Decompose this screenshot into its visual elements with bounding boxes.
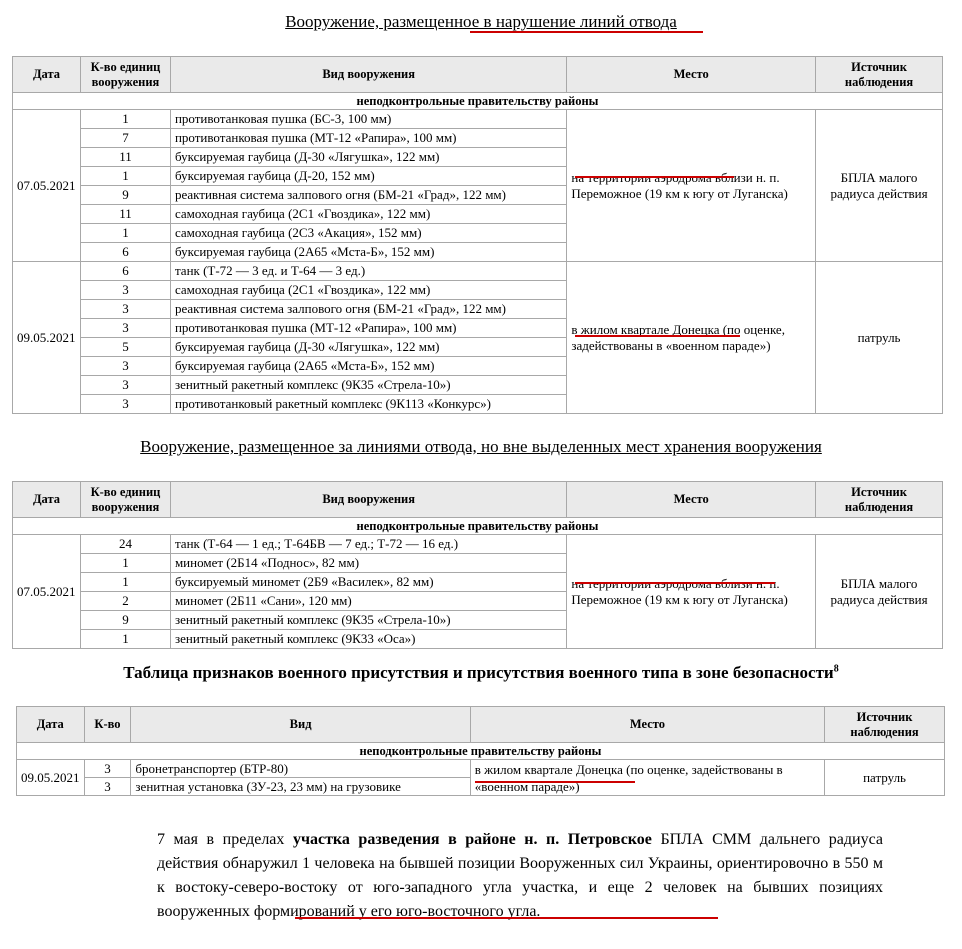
sector-name: участка разведения в районе н. п. Петровское bbox=[292, 831, 652, 848]
place-cell: в жилом квартале Донецка (по оценке, задействованы в «военном параде») bbox=[567, 262, 816, 414]
type-cell: зенитная установка (ЗУ-23, 23 мм) на грузовике bbox=[131, 778, 470, 796]
qty-cell: 6 bbox=[80, 243, 170, 262]
region-row: неподконтрольные правительству районы bbox=[13, 93, 943, 110]
date-cell: 09.05.2021 bbox=[17, 760, 85, 796]
qty-cell: 2 bbox=[80, 592, 170, 611]
source-cell: БПЛА малого радиуса действия bbox=[816, 535, 943, 649]
type-cell: бронетранспортер (БТР-80) bbox=[131, 760, 470, 778]
qty-cell: 3 bbox=[80, 281, 170, 300]
type-cell: буксируемая гаубица (Д-30 «Лягушка», 122 мм) bbox=[170, 148, 566, 167]
place-cell: на территории аэродрома вблизи н. п. Переможное (19 км к югу от Луганска) bbox=[567, 110, 816, 262]
type-cell: противотанковая пушка (МТ-12 «Рапира», 100 мм) bbox=[170, 319, 566, 338]
col-date: Дата bbox=[17, 707, 85, 743]
type-cell: противотанковая пушка (БС-3, 100 мм) bbox=[170, 110, 566, 129]
type-cell: танк (Т-72 — 3 ед. и Т-64 — 3 ед.) bbox=[170, 262, 566, 281]
col-place: Место bbox=[567, 482, 816, 518]
col-qty: К-во bbox=[84, 707, 131, 743]
qty-cell: 9 bbox=[80, 611, 170, 630]
col-type: Вид bbox=[131, 707, 470, 743]
source-cell: патруль bbox=[816, 262, 943, 414]
col-place: Место bbox=[470, 707, 824, 743]
qty-cell: 1 bbox=[80, 630, 170, 649]
type-cell: самоходная гаубица (2С1 «Гвоздика», 122 мм) bbox=[170, 281, 566, 300]
type-cell: реактивная система залпового огня (БМ-21 «Град», 122 мм) bbox=[170, 300, 566, 319]
qty-cell: 11 bbox=[80, 205, 170, 224]
qty-cell: 3 bbox=[80, 395, 170, 414]
place-cell: в жилом квартале Донецка (по оценке, задействованы в «военном параде») bbox=[470, 760, 824, 796]
qty-cell: 1 bbox=[80, 167, 170, 186]
weapons-storage-table bbox=[12, 481, 943, 649]
col-source: Источник наблюдения bbox=[825, 707, 945, 743]
date-cell: 07.05.2021 bbox=[13, 535, 81, 649]
col-date: Дата bbox=[13, 482, 81, 518]
type-cell: зенитный ракетный комплекс (9К35 «Стрела-10») bbox=[170, 376, 566, 395]
qty-cell: 3 bbox=[84, 778, 131, 796]
section-2-title: Вооружение, размещенное за линиями отвода, но вне выделенных мест хранения вооружения bbox=[140, 437, 822, 456]
red-underline bbox=[475, 781, 635, 783]
qty-cell: 3 bbox=[80, 376, 170, 395]
type-cell: буксируемая гаубица (Д-30 «Лягушка», 122 мм) bbox=[170, 338, 566, 357]
qty-cell: 24 bbox=[80, 535, 170, 554]
date-cell: 07.05.2021 bbox=[13, 110, 81, 262]
type-cell: буксируемая гаубица (2А65 «Мста-Б», 152 мм) bbox=[170, 357, 566, 376]
section-3-title: Таблица признаков военного присутствия и присутствия военного типа в зоне безопасности$^8$ bbox=[123, 663, 839, 682]
col-type: Вид вооружения bbox=[170, 482, 566, 518]
region-row: неподконтрольные правительству районы bbox=[13, 518, 943, 535]
type-cell: буксируемая гаубица (2А65 «Мста-Б», 152 мм) bbox=[170, 243, 566, 262]
qty-cell: 3 bbox=[84, 760, 131, 778]
col-type: Вид вооружения bbox=[170, 57, 566, 93]
qty-cell: 3 bbox=[80, 319, 170, 338]
red-underline bbox=[295, 917, 718, 919]
type-cell: буксируемая гаубица (Д-20, 152 мм) bbox=[170, 167, 566, 186]
qty-cell: 1 bbox=[80, 573, 170, 592]
place-cell: на территории аэродрома вблизи н. п. Переможное (19 км к югу от Луганска) bbox=[567, 535, 816, 649]
region-row: неподконтрольные правительству районы bbox=[17, 743, 945, 760]
type-cell: миномет (2Б11 «Сани», 120 мм) bbox=[170, 592, 566, 611]
qty-cell: 6 bbox=[80, 262, 170, 281]
col-source: Источник наблюдения bbox=[816, 57, 943, 93]
red-underline bbox=[575, 176, 734, 178]
red-underline bbox=[470, 31, 703, 33]
qty-cell: 11 bbox=[80, 148, 170, 167]
section-1-title: Вооружение, размещенное в нарушение линий отвода bbox=[285, 12, 677, 31]
red-underline bbox=[575, 335, 740, 337]
source-cell: БПЛА малого радиуса действия bbox=[816, 110, 943, 262]
weapons-violation-table bbox=[12, 56, 943, 414]
type-cell: зенитный ракетный комплекс (9К35 «Стрела-10») bbox=[170, 611, 566, 630]
report-paragraph: 7 мая в пределах участка разведения в районе н. п. Петровское БПЛА СММ дальнего радиуса действия обнаружил 1 человека на бывшей позиции Вооруженных сил Украины, ориентировочно в 550 м к востоку-северо-востоку от юго-западного угла участка, и еще 2 человек на бывших позициях вооруженных формирований у его юго-восточного угла. bbox=[157, 831, 883, 920]
col-qty: К-во единиц вооружения bbox=[80, 482, 170, 518]
type-cell: противотанковая пушка (МТ-12 «Рапира», 100 мм) bbox=[170, 129, 566, 148]
col-source: Источник наблюдения bbox=[816, 482, 943, 518]
type-cell: реактивная система залпового огня (БМ-21 «Град», 122 мм) bbox=[170, 186, 566, 205]
col-place: Место bbox=[567, 57, 816, 93]
type-cell: зенитный ракетный комплекс (9К33 «Оса») bbox=[170, 630, 566, 649]
type-cell: самоходная гаубица (2С1 «Гвоздика», 122 мм) bbox=[170, 205, 566, 224]
qty-cell: 5 bbox=[80, 338, 170, 357]
col-date: Дата bbox=[13, 57, 81, 93]
footnote-marker: 8 bbox=[833, 663, 839, 675]
type-cell: противотанковый ракетный комплекс (9К113 «Конкурс») bbox=[170, 395, 566, 414]
date-cell: 09.05.2021 bbox=[13, 262, 81, 414]
type-cell: буксируемый миномет (2Б9 «Василек», 82 мм) bbox=[170, 573, 566, 592]
qty-cell: 9 bbox=[80, 186, 170, 205]
source-cell: патруль bbox=[825, 760, 945, 796]
type-cell: миномет (2Б14 «Поднос», 82 мм) bbox=[170, 554, 566, 573]
qty-cell: 1 bbox=[80, 224, 170, 243]
qty-cell: 3 bbox=[80, 300, 170, 319]
qty-cell: 7 bbox=[80, 129, 170, 148]
col-qty: К-во единиц вооружения bbox=[80, 57, 170, 93]
qty-cell: 3 bbox=[80, 357, 170, 376]
qty-cell: 1 bbox=[80, 110, 170, 129]
qty-cell: 1 bbox=[80, 554, 170, 573]
type-cell: танк (Т-64 — 1 ед.; Т-64БВ — 7 ед.; Т-72 — 16 ед.) bbox=[170, 535, 566, 554]
type-cell: самоходная гаубица (2С3 «Акация», 152 мм) bbox=[170, 224, 566, 243]
red-underline bbox=[575, 582, 775, 584]
